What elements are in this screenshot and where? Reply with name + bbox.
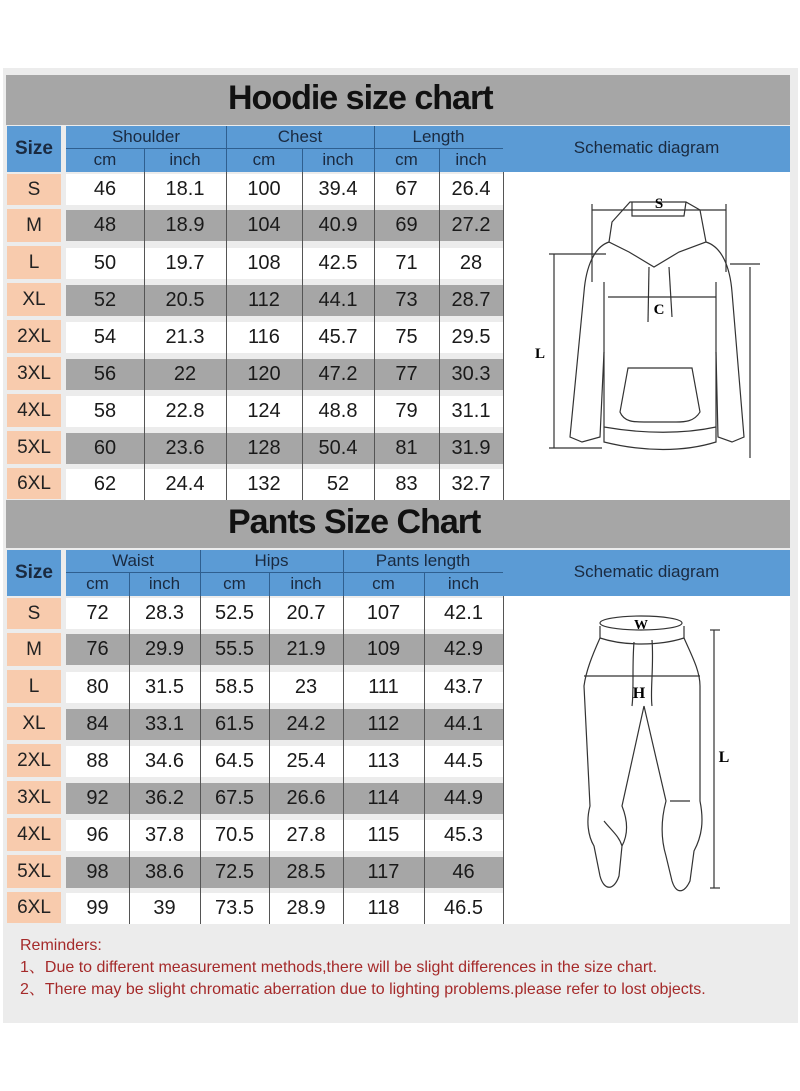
unit-inch: inch: [169, 150, 201, 169]
group-hips: Hips: [254, 551, 289, 570]
svg-text:L: L: [534, 346, 546, 362]
column-divider: [374, 172, 375, 500]
size-label: 3XL: [7, 357, 61, 390]
size-label: 2XL: [7, 744, 61, 777]
table-row: 92 36.2 67.5 26.6 114 44.9: [66, 783, 503, 814]
column-divider: [200, 596, 201, 924]
svg-text:S: S: [654, 196, 664, 212]
size-label: 6XL: [7, 892, 61, 923]
size-label: M: [7, 209, 61, 242]
column-divider: [439, 172, 440, 500]
column-divider: [424, 596, 425, 924]
pants-title: Pants Size Chart: [228, 503, 481, 541]
hoodie-title: Hoodie size chart: [228, 79, 493, 117]
unit-inch: inch: [455, 150, 487, 169]
size-header-label: Size: [14, 138, 54, 159]
unit-cm: cm: [93, 150, 117, 169]
pants-measure-header: [66, 550, 503, 596]
hoodie-title-band: [6, 75, 790, 125]
table-row: 60 23.6 128 50.4 81 31.9: [66, 433, 503, 464]
size-label: S: [7, 174, 61, 205]
unit-cm: cm: [372, 574, 395, 593]
unit-cm: cm: [252, 150, 276, 169]
column-divider: [269, 596, 270, 924]
pants-size-header: [7, 550, 61, 596]
unit-cm: cm: [86, 574, 109, 593]
column-divider: [129, 596, 130, 924]
size-header-label: Size: [14, 562, 54, 583]
table-row: 72 28.3 52.5 20.7 107 42.1: [66, 598, 503, 629]
column-divider: [343, 596, 344, 924]
size-label: L: [7, 246, 61, 279]
size-label: 5XL: [7, 855, 61, 888]
unit-inch: inch: [322, 150, 354, 169]
svg-text:W: W: [634, 618, 648, 633]
size-label: 2XL: [7, 320, 61, 353]
size-label: XL: [7, 707, 61, 740]
hoodie-size-header: [7, 126, 61, 172]
unit-cm: cm: [223, 574, 246, 593]
group-pants-length: Pants length: [375, 551, 471, 570]
group-length: Length: [412, 127, 465, 146]
group-shoulder: Shoulder: [111, 127, 181, 146]
size-label: 3XL: [7, 781, 61, 814]
svg-text:C: C: [653, 302, 665, 318]
size-label: L: [7, 670, 61, 703]
column-divider: [302, 172, 303, 500]
table-row: 76 29.9 55.5 21.9 109 42.9: [66, 634, 503, 665]
size-label: XL: [7, 283, 61, 316]
table-row: 84 33.1 61.5 24.2 112 44.1: [66, 709, 503, 740]
hoodie-measure-header: [66, 126, 503, 172]
unit-inch: inch: [290, 574, 322, 593]
table-row: 48 18.9 104 40.9 69 27.2: [66, 210, 503, 241]
diagram-label: Schematic diagram: [573, 138, 720, 157]
table-row: 88 34.6 64.5 25.4 113 44.5: [66, 746, 503, 777]
column-divider: [144, 172, 145, 500]
group-chest: Chest: [277, 127, 323, 146]
reminder-item: 2、There may be slight chromatic aberration due to lighting problems.please refer to lost objects.: [20, 981, 706, 998]
group-waist: Waist: [112, 551, 154, 570]
reminders: [20, 935, 706, 1001]
pants-schematic: [504, 596, 790, 924]
table-row: 99 39 73.5 28.9 118 46.5: [66, 893, 503, 924]
table-row: 54 21.3 116 45.7 75 29.5: [66, 322, 503, 353]
size-label: 6XL: [7, 468, 61, 499]
unit-inch: inch: [148, 574, 181, 593]
hoodie-schematic: [504, 172, 790, 500]
size-label: M: [7, 633, 61, 666]
size-label: 4XL: [7, 394, 61, 427]
reminder-item: 1、Due to different measurement methods,there will be slight differences in the size chart.: [20, 959, 658, 976]
svg-text:L: L: [718, 749, 730, 766]
size-label: 4XL: [7, 818, 61, 851]
table-row: 80 31.5 58.5 23 111 43.7: [66, 672, 503, 703]
hoodie-illustration-icon: [504, 172, 790, 500]
size-label: 5XL: [7, 431, 61, 464]
table-row: 46 18.1 100 39.4 67 26.4: [66, 174, 503, 205]
reminders-title: Reminders:: [20, 937, 102, 954]
size-label: S: [7, 598, 61, 629]
column-divider: [226, 172, 227, 500]
table-row: 58 22.8 124 48.8 79 31.1: [66, 396, 503, 427]
diagram-label: Schematic diagram: [573, 562, 720, 581]
table-row: 50 19.7 108 42.5 71 28: [66, 248, 503, 279]
unit-cm: cm: [395, 150, 418, 169]
table-row: 62 24.4 132 52 83 32.7: [66, 469, 503, 500]
svg-text:H: H: [632, 685, 646, 702]
table-row: 52 20.5 112 44.1 73 28.7: [66, 285, 503, 316]
unit-inch: inch: [447, 574, 480, 593]
pants-diagram-header: [503, 550, 790, 596]
pants-illustration-icon: [504, 596, 790, 924]
table-row: 56 22 120 47.2 77 30.3: [66, 359, 503, 390]
pants-title-band: [6, 500, 790, 548]
hoodie-diagram-header: [503, 126, 790, 172]
table-row: 98 38.6 72.5 28.5 117 46: [66, 857, 503, 888]
table-row: 96 37.8 70.5 27.8 115 45.3: [66, 820, 503, 851]
